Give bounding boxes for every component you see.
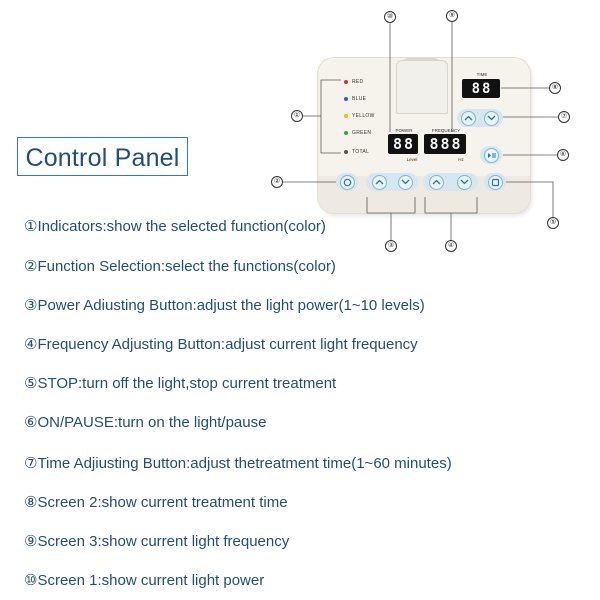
description-screen-3: ⑨Screen 3:show current light frequency — [24, 533, 290, 550]
frequency-up-button[interactable] — [429, 175, 444, 190]
callout-9: ⑨ — [446, 10, 458, 22]
level-label: Level — [406, 157, 418, 162]
time-up-button[interactable] — [461, 111, 476, 126]
power-digit: 8 — [404, 135, 414, 153]
callout-6: ⑥ — [557, 149, 569, 161]
callout-5: ⑤ — [547, 217, 559, 229]
description-stop: ⑤STOP:turn off the light,stop current treatment — [24, 375, 337, 392]
time-down-button[interactable] — [484, 111, 499, 126]
chevron-up-icon — [464, 115, 473, 121]
time-adjust-group — [457, 109, 503, 127]
description-screen-2: ⑧Screen 2:show current treatment time — [24, 494, 288, 511]
power-down-button[interactable] — [398, 175, 413, 190]
title-box — [17, 137, 188, 176]
indicator-label: YELLOW — [352, 113, 375, 119]
hz-label: Hz — [458, 157, 464, 162]
chevron-down-icon — [487, 115, 496, 121]
indicator-dot — [344, 150, 348, 154]
indicator-label: GREEN — [352, 130, 372, 136]
indicator-total — [344, 149, 369, 155]
indicator-red — [344, 79, 363, 85]
indicator-yellow — [344, 113, 375, 119]
indicator-label: RED — [352, 79, 364, 85]
frequency-digit: 8 — [429, 135, 439, 153]
on-pause-group — [480, 146, 502, 164]
callout-4: ④ — [445, 240, 457, 252]
indicator-dot — [344, 97, 348, 101]
callout-10: ⑩ — [384, 11, 396, 23]
callout-8: ⑧ — [549, 82, 561, 94]
frequency-label: FREQUENCY — [431, 128, 461, 133]
indicator-blue — [344, 96, 366, 102]
callout-1: ① — [291, 110, 303, 122]
time-label: TIME — [476, 72, 488, 77]
callout-2: ② — [271, 176, 283, 188]
indicator-dot — [344, 131, 348, 135]
frequency-adjust-group — [423, 173, 478, 191]
time-digit: 8 — [471, 80, 480, 97]
indicator-label: TOTAL — [352, 149, 370, 155]
indicator-dot — [344, 80, 348, 84]
function-select-group — [336, 173, 358, 191]
lamp-neck — [396, 60, 448, 114]
circle-icon — [343, 178, 352, 187]
chevron-down-icon — [460, 179, 469, 185]
stop-square-icon — [491, 178, 500, 187]
frequency-digit: 8 — [451, 135, 461, 153]
frequency-down-button[interactable] — [457, 175, 472, 190]
description-function-selection: ②Function Selection:select the functions(color) — [24, 258, 336, 275]
function-select-button[interactable] — [340, 175, 355, 190]
chevron-down-icon — [401, 179, 410, 185]
description-indicators: ①Indicators:show the selected function(color) — [24, 218, 326, 235]
page-title: Control Panel — [25, 144, 180, 172]
power-screen — [388, 134, 418, 154]
time-screen — [462, 79, 500, 98]
description-screen-1: ⑩Screen 1:show current light power — [24, 572, 265, 589]
frequency-screen — [424, 134, 466, 154]
power-label: POWER — [395, 128, 413, 133]
play-pause-icon — [487, 152, 496, 159]
time-digit: 8 — [482, 80, 491, 97]
description-power-adjusting: ③Power Adiusting Button:adjust the light power(1~10 levels) — [24, 297, 425, 314]
description-on-pause: ⑥ON/PAUSE:turn on the light/pause — [24, 414, 267, 431]
callout-3: ③ — [385, 240, 397, 252]
callout-7: ⑦ — [558, 111, 570, 123]
on-pause-button[interactable] — [484, 148, 499, 163]
description-time-adjusting: ⑦Time Adjiusting Button:adjust thetreatment time(1~60 minutes) — [24, 455, 452, 472]
chevron-up-icon — [432, 179, 441, 185]
power-up-button[interactable] — [372, 175, 387, 190]
power-digit: 8 — [392, 135, 402, 153]
indicator-label: BLUE — [352, 96, 367, 102]
description-frequency-adjusting: ④Frequency Adjusting Button:adjust current light frequency — [24, 336, 418, 353]
frequency-digit: 8 — [440, 135, 450, 153]
indicator-dot — [344, 114, 348, 118]
chevron-up-icon — [375, 179, 384, 185]
stop-group — [484, 173, 506, 191]
indicator-green — [344, 130, 371, 136]
power-adjust-group — [366, 173, 418, 191]
stop-button[interactable] — [488, 175, 503, 190]
